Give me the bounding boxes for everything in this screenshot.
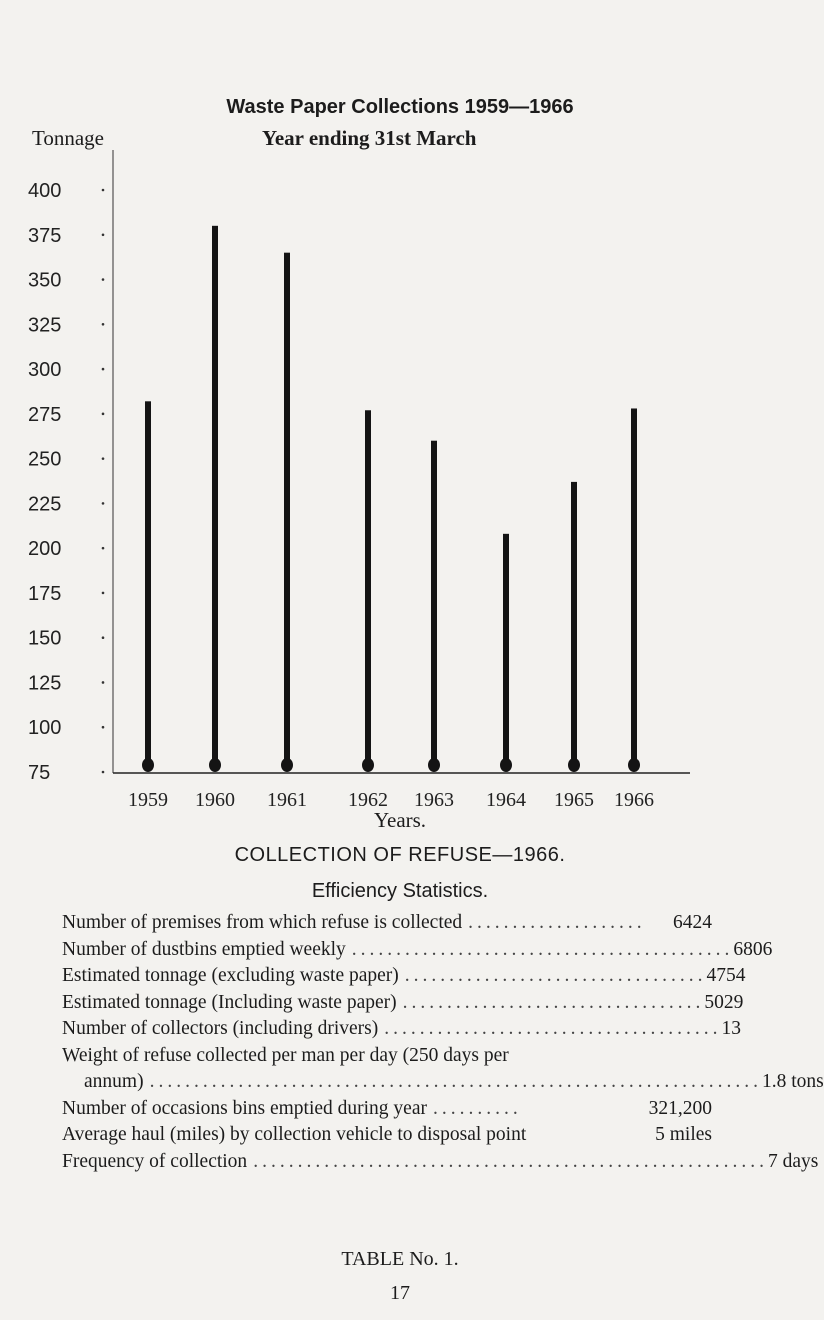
x-tick-label: 1966 [614, 789, 654, 811]
bar-dot [428, 758, 440, 772]
stat-value: 7 days [767, 1150, 819, 1172]
leader-dots: ........................................... [351, 938, 734, 960]
y-tick-mark [102, 278, 105, 281]
stat-row [62, 1096, 712, 1123]
bar-dot [142, 758, 154, 772]
x-axis [113, 773, 690, 811]
stat-value: 4754 [706, 965, 746, 986]
x-tick-label: 1960 [195, 789, 235, 811]
x-tick-label: 1965 [554, 789, 594, 811]
page-number: 17 [390, 1282, 410, 1304]
stat-label: Frequency of collection [62, 1150, 248, 1172]
y-tick-label: 150 [28, 627, 62, 650]
stat-label: Number of collectors (including drivers) [62, 1018, 379, 1039]
y-tick-label: 225 [28, 493, 62, 516]
stat-row [62, 1149, 819, 1176]
stat-value: 6424 [673, 912, 712, 933]
stat-value: 6806 [733, 938, 773, 960]
leader-dots: .................................. [402, 991, 705, 1013]
y-tick-mark [102, 323, 105, 326]
y-tick-label: 325 [28, 314, 62, 337]
bar [503, 534, 509, 766]
x-axis-title: Years. [373, 808, 427, 832]
stat-row [62, 1122, 712, 1149]
bar [571, 482, 577, 766]
table-label: TABLE No. 1. [341, 1248, 459, 1270]
y-tick-label: 300 [28, 359, 62, 382]
stat-row [62, 910, 712, 937]
y-tick-label: 100 [28, 717, 62, 740]
leader-dots [526, 1122, 655, 1149]
leader-dots: .................................. [404, 965, 707, 986]
leader-dots: ...................................... [384, 1018, 722, 1039]
stat-label: Number of occasions bins emptied during year [62, 1097, 427, 1119]
y-axis [28, 150, 113, 784]
stat-row [62, 990, 744, 1017]
stat-label: Number of dustbins emptied weekly [62, 938, 346, 960]
stat-value: 1.8 tons [761, 1071, 824, 1092]
stat-value: 5 miles [655, 1124, 712, 1145]
leader-dots: .................... [468, 912, 646, 933]
bar-dot [362, 758, 374, 772]
y-tick-mark [102, 189, 105, 192]
bar [365, 410, 371, 766]
y-tick-label: 175 [28, 582, 62, 605]
y-tick-label: 125 [28, 672, 62, 695]
stat-label: Estimated tonnage (excluding waste paper) [62, 965, 399, 986]
bar [631, 408, 637, 766]
bar-dot [209, 758, 221, 772]
leader-dots: ..................................................................... [149, 1071, 762, 1092]
x-tick-label: 1961 [267, 789, 307, 811]
x-tick-label: 1962 [348, 789, 388, 811]
y-tick-mark [102, 547, 105, 550]
y-tick-label: 200 [28, 538, 62, 561]
x-tick-label: 1964 [486, 789, 526, 811]
stat-row [62, 1069, 824, 1096]
y-tick-mark [102, 368, 105, 371]
stat-row [62, 963, 746, 990]
stat-label: Weight of refuse collected per man per day (250 days per [62, 1044, 509, 1066]
y-axis-title: Tonnage [32, 126, 105, 150]
leader-dots: .......... [433, 1097, 522, 1119]
y-tick-label: 350 [28, 269, 62, 292]
stat-label: annum) [84, 1071, 144, 1092]
stat-value: 13 [721, 1018, 741, 1039]
document-heading: COLLECTION OF REFUSE—1966. [234, 844, 566, 866]
bar [212, 226, 218, 766]
bar-dot [568, 758, 580, 772]
stat-label: Average haul (miles) by collection vehicle to disposal point [62, 1124, 527, 1145]
y-tick-label: 75 [28, 762, 51, 784]
bar [284, 253, 290, 766]
y-tick-mark [102, 636, 105, 639]
stat-value: 321,200 [648, 1097, 712, 1119]
stat-label: Estimated tonnage (Including waste paper) [62, 991, 397, 1013]
bar-dot [500, 758, 512, 772]
y-tick-label: 250 [28, 448, 62, 471]
x-tick-label: 1959 [128, 789, 168, 811]
y-tick-mark [102, 413, 105, 416]
chart-subtitle: Year ending 31st March [262, 126, 477, 150]
stats-heading: Efficiency Statistics. [311, 880, 489, 902]
efficiency-statistics [62, 910, 824, 1175]
stat-row [62, 1016, 741, 1043]
stat-row [62, 937, 773, 964]
y-tick-mark [102, 681, 105, 684]
chart-title: Waste Paper Collections 1959—1966 [226, 96, 574, 118]
bar-dot [281, 758, 293, 772]
stat-row [62, 1043, 712, 1070]
stat-value: 5029 [704, 991, 744, 1013]
y-tick-label: 375 [28, 224, 62, 247]
y-tick-mark [102, 457, 105, 460]
bars [142, 226, 640, 772]
y-tick-label: 275 [28, 403, 62, 426]
stat-label: Number of premises from which refuse is collected [62, 912, 463, 933]
y-tick-mark [102, 502, 105, 505]
bar-dot [628, 758, 640, 772]
leader-dots: .......................................................... [253, 1150, 768, 1172]
y-tick-mark [102, 592, 105, 595]
y-tick-mark [102, 771, 105, 774]
bar [145, 401, 151, 766]
y-tick-label: 400 [28, 180, 62, 202]
y-tick-mark [102, 233, 105, 236]
x-tick-label: 1963 [414, 789, 454, 811]
bar [431, 441, 437, 766]
y-tick-mark [102, 726, 105, 729]
